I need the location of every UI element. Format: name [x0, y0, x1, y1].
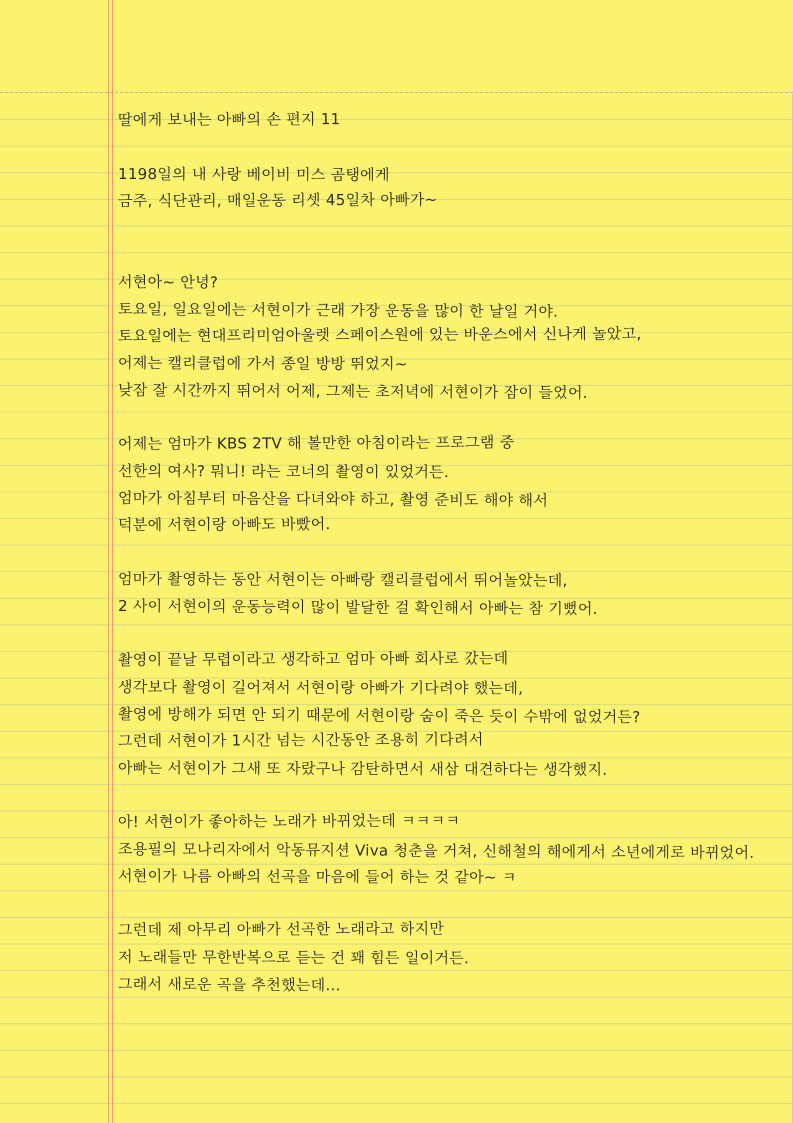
letter-line: 어제는 캘리클럽에 가서 종일 방방 뛰었지~: [117, 354, 408, 374]
margin-line: [112, 0, 113, 1123]
letter-line: 촬영에 방해가 되면 안 되기 때문에 서현이랑 숨이 죽은 듯이 수밖에 없었거든?: [117, 705, 641, 727]
letter-line: 토요일, 일요일에는 서현이가 근래 가장 운동을 많이 한 날일 거야.: [117, 300, 559, 321]
letter-line: 어제는 엄마가 KBS 2TV 해 볼만한 아침이라는 프로그램 중: [117, 433, 515, 453]
letter-line: 서현아~ 안녕?: [117, 273, 219, 292]
letter-line: 낮잠 잘 시간까지 뛰어서 어제, 그제는 초저녁에 서현이가 잠이 들었어.: [117, 381, 588, 402]
letter-line: 저 노래들만 무한반복으로 듣는 건 꽤 힘든 일이거든.: [117, 948, 470, 968]
letter-line: 생각보다 촬영이 길어져서 서현이랑 아빠가 기다려야 했는데,: [117, 678, 524, 698]
handwritten-letter: [118, 107, 772, 998]
letter-line: 아빠는 서현이가 그새 또 자랐구나 감탄하면서 새삼 대견하다는 생각했지.: [117, 759, 608, 779]
header-rule: [0, 92, 793, 93]
top-margin: [0, 0, 793, 94]
letter-title: 딸에게 보내는 아빠의 손 편지 11: [117, 110, 341, 129]
letter-line: 그래서 새로운 곡을 추천했는데...: [117, 975, 341, 995]
letter-line: 선한의 여사? 뭐니! 라는 코너의 촬영이 있었거든.: [117, 462, 450, 482]
letter-line: 서현이가 나름 아빠의 선곡을 마음에 들어 하는 것 같아~ ㅋ: [117, 867, 517, 887]
letter-line: 2 사이 서현이의 운동능력이 많이 발달한 걸 확인해서 아빠는 참 기뻤어.: [117, 597, 598, 618]
letter-line: 1198일의 내 사랑 베이비 미스 곰탱에게: [117, 165, 390, 184]
letter-line: 그런데 서현이가 1시간 넘는 시간동안 조용히 기다려서: [117, 730, 484, 750]
letter-line: 토요일에는 현대프리미엄아울렛 스페이스원에 있는 바운스에서 신나게 놀았고,: [117, 324, 642, 345]
margin-line: [108, 0, 109, 1123]
letter-line: 덕분에 서현이랑 아빠도 바빴어.: [117, 515, 331, 534]
letter-line: 그런데 제 아무리 아빠가 선곡한 노래라고 하지만: [117, 919, 445, 939]
letter-line: 엄마가 촬영하는 동안 서현이는 아빠랑 캘리클럽에서 뛰어놀았는데,: [117, 570, 568, 590]
letter-line: 촬영이 끝날 무렵이라고 생각하고 엄마 아빠 회사로 갔는데: [117, 649, 509, 669]
letter-line: 엄마가 아침부터 마음산을 다녀와야 하고, 촬영 준비도 해야 해서: [117, 489, 549, 510]
letter-line: 금주, 식단관리, 매일운동 리셋 45일차 아빠가~: [117, 190, 438, 210]
letter-line: 아! 서현이가 좋아하는 노래가 바뀌었는데 ㅋㅋㅋㅋ: [117, 811, 461, 831]
letter-line: 조용필의 모나리자에서 악동뮤지션 Viva 청춘을 거쳐, 신해철의 해에게서 소년에게로 바뀌었어.: [117, 840, 755, 862]
